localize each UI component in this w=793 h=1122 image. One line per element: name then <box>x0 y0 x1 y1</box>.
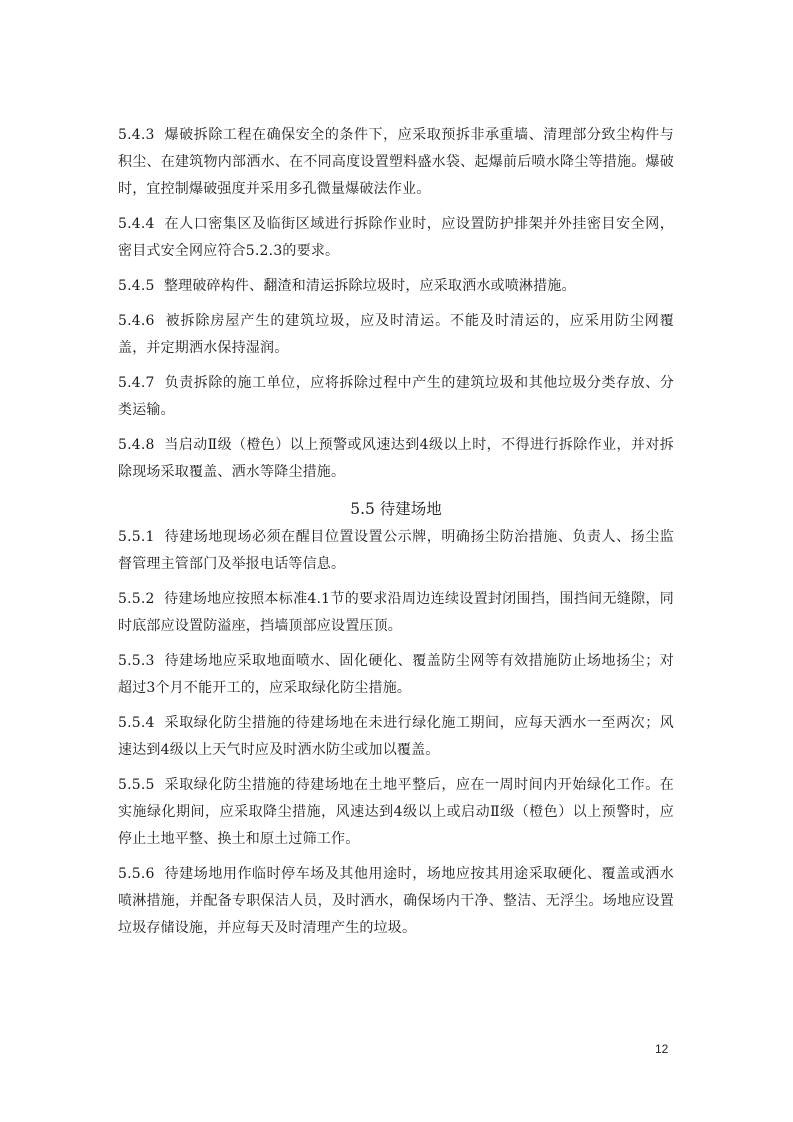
clause-text: 整理破碎构件、翻渣和清运拆除垃圾时，应采取洒水或喷淋措施。 <box>163 278 576 294</box>
clause-text: 当启动Ⅱ级（橙色）以上预警或风速达到4级以上时，不得进行拆除作业，并对拆除现场采取覆盖、洒水等降尘措施。 <box>118 437 674 480</box>
clause-text: 采取绿化防尘措施的待建场地在未进行绿化施工期间，应每天洒水一至两次；风速达到4级以上天气时应及时洒水防尘或加以覆盖。 <box>118 715 674 758</box>
page-number: 12 <box>655 1042 669 1056</box>
clause-text: 爆破拆除工程在确保安全的条件下，应采取预拆非承重墙、清理部分致尘构件与积尘、在建筑物内部洒水、在不同高度设置塑料盛水袋、起爆前后喷水降尘等措施。爆破时，宜控制爆破强度并采用多孔微量爆破法作业。 <box>118 127 674 197</box>
clause-5-4-6 <box>118 308 674 362</box>
clause-number: 5.5.3 <box>118 653 155 669</box>
clause-5-5-3 <box>118 648 674 702</box>
clause-5-5-1 <box>118 524 674 578</box>
clause-number: 5.5.5 <box>118 777 155 793</box>
clause-5-4-8 <box>118 432 674 486</box>
clause-5-4-7 <box>118 370 674 424</box>
clause-text: 待建场地现场必须在醒目位置设置公示牌，明确扬尘防治措施、负责人、扬尘监督管理主管部门及举报电话等信息。 <box>118 529 674 572</box>
clause-number: 5.5.6 <box>118 866 155 882</box>
section-heading: 5.5 待建场地 <box>350 500 442 518</box>
clause-5-4-5 <box>118 273 674 300</box>
clause-number: 5.5.2 <box>118 591 155 607</box>
clause-5-4-4 <box>118 211 674 265</box>
clause-number: 5.5.1 <box>118 529 155 545</box>
clause-number: 5.5.4 <box>118 715 155 731</box>
clause-5-4-3 <box>118 122 674 203</box>
clause-number: 5.4.3 <box>118 127 155 143</box>
document-body <box>118 122 674 950</box>
clause-number: 5.4.8 <box>118 437 155 453</box>
clause-text: 采取绿化防尘措施的待建场地在土地平整后，应在一周时间内开始绿化工作。在实施绿化期间，应采取降尘措施，风速达到4级以上或启动Ⅱ级（橙色）以上预警时，应停止土地平整、换土和原土过筛工作。 <box>118 777 674 847</box>
clause-number: 5.4.7 <box>118 375 155 391</box>
clause-5-5-5 <box>118 772 674 853</box>
clause-text: 被拆除房屋产生的建筑垃圾，应及时清运。不能及时清运的，应采用防尘网覆盖，并定期洒水保持湿润。 <box>118 313 674 356</box>
clause-number: 5.4.5 <box>118 278 155 294</box>
clause-number: 5.4.4 <box>118 216 155 232</box>
clause-text: 负责拆除的施工单位，应将拆除过程中产生的建筑垃圾和其他垃圾分类存放、分类运输。 <box>118 375 674 418</box>
clause-text: 待建场地用作临时停车场及其他用途时，场地应按其用途采取硬化、覆盖或洒水喷淋措施，并配备专职保洁人员，及时洒水，确保场内干净、整洁、无浮尘。场地应设置垃圾存储设施，并应每天及时清理产生的垃圾。 <box>118 866 674 936</box>
clause-5-5-4 <box>118 710 674 764</box>
clause-text: 在人口密集区及临街区域进行拆除作业时，应设置防护排架并外挂密目安全网，密目式安全网应符合5.2.3的要求。 <box>118 216 674 259</box>
clause-5-5-6 <box>118 861 674 942</box>
clause-text: 待建场地应按照本标准4.1节的要求沿周边连续设置封闭围挡，围挡间无缝隙，同时底部应设置防溢座，挡墙顶部应设置压顶。 <box>118 591 674 634</box>
clause-number: 5.4.6 <box>118 313 155 329</box>
clause-5-5-2 <box>118 586 674 640</box>
clause-text: 待建场地应采取地面喷水、固化硬化、覆盖防尘网等有效措施防止场地扬尘；对超过3个月不能开工的，应采取绿化防尘措施。 <box>118 653 674 696</box>
